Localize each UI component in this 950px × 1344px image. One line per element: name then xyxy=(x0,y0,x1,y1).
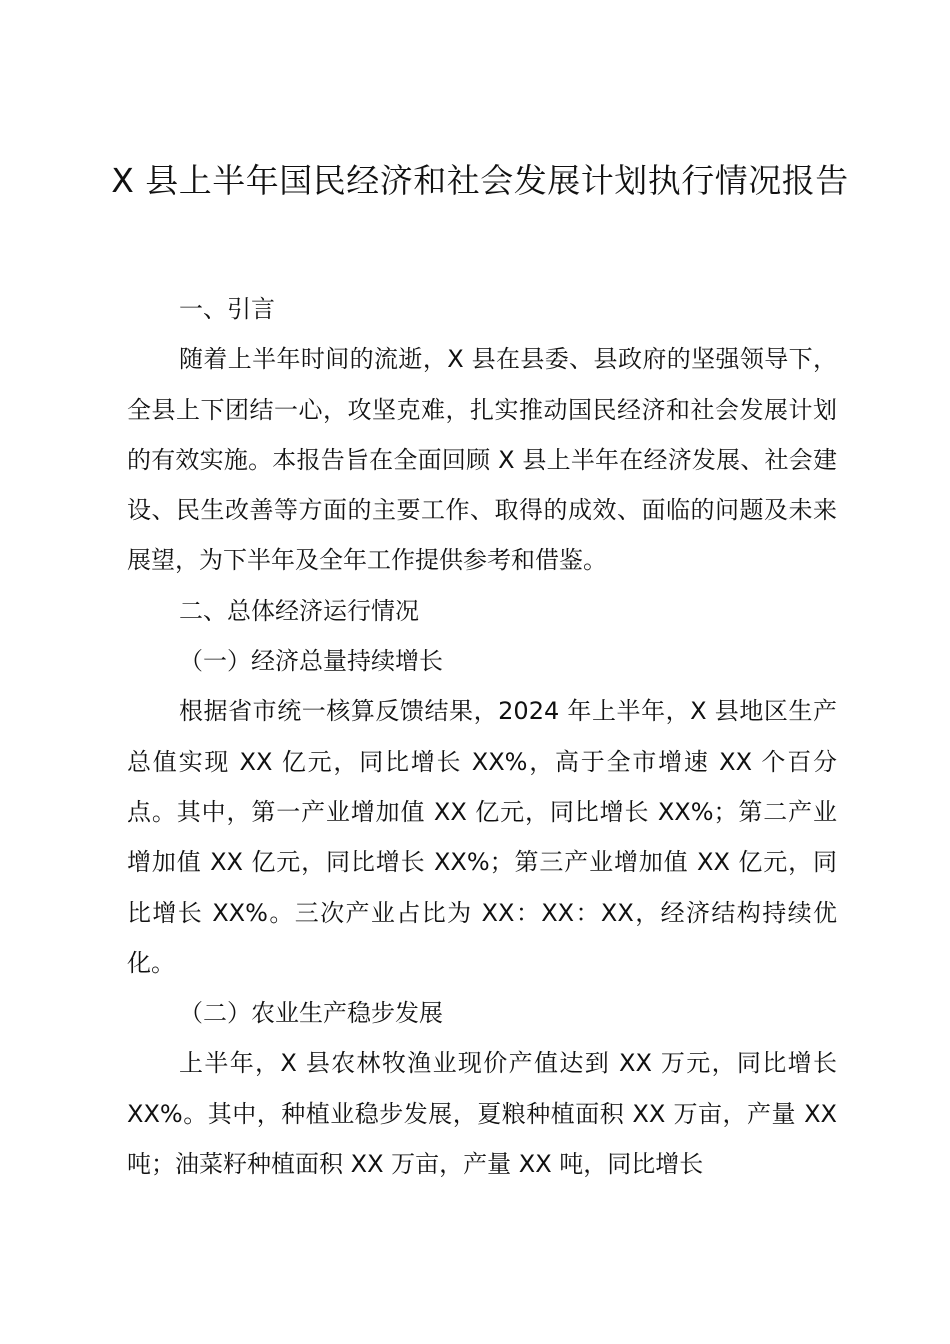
document-body xyxy=(127,284,837,1189)
paragraph-agriculture: 上半年，X 县农林牧渔业现价产值达到 XX 万元，同比增长 XX%。其中，种植业稳步发展，夏粮种植面积 XX 万亩，产量 XX 吨；油菜籽种植面积 XX 万亩，产量 XX 吨，同比增长 xyxy=(127,1049,837,1179)
paragraph-gdp: 根据省市统一核算反馈结果，2024 年上半年，X 县地区生产总值实现 XX 亿元，同比增长 XX%，高于全市增速 XX 个百分点。其中，第一产业增加值 XX 亿元，同比增长 XX%；第二产业增加值 XX 亿元，同比增长 XX%；第三产业增加值 XX 亿元，同比增长 XX%。三次产业占比为 XX：XX：XX，经济结构持续优化。 xyxy=(127,697,837,977)
document-title: X 县上半年国民经济和社会发展计划执行情况报告 xyxy=(111,161,849,200)
section-heading-introduction: 一、引言 xyxy=(179,295,275,323)
paragraph-introduction: 随着上半年时间的流逝，X 县在县委、县政府的坚强领导下，全县上下团结一心，攻坚克难，扎实推动国民经济和社会发展计划的有效实施。本报告旨在全面回顾 X 县上半年在经济发展、社会建设、民生改善等方面的主要工作、取得的成效、面临的问题及未来展望，为下半年及全年工作提供参考和借鉴。 xyxy=(127,345,837,575)
section-heading-economy: 二、总体经济运行情况 xyxy=(179,596,419,625)
subsection-heading-agriculture: （二）农业生产稳步发展 xyxy=(179,999,443,1028)
subsection-heading-gdp: （一）经济总量持续增长 xyxy=(179,647,443,676)
